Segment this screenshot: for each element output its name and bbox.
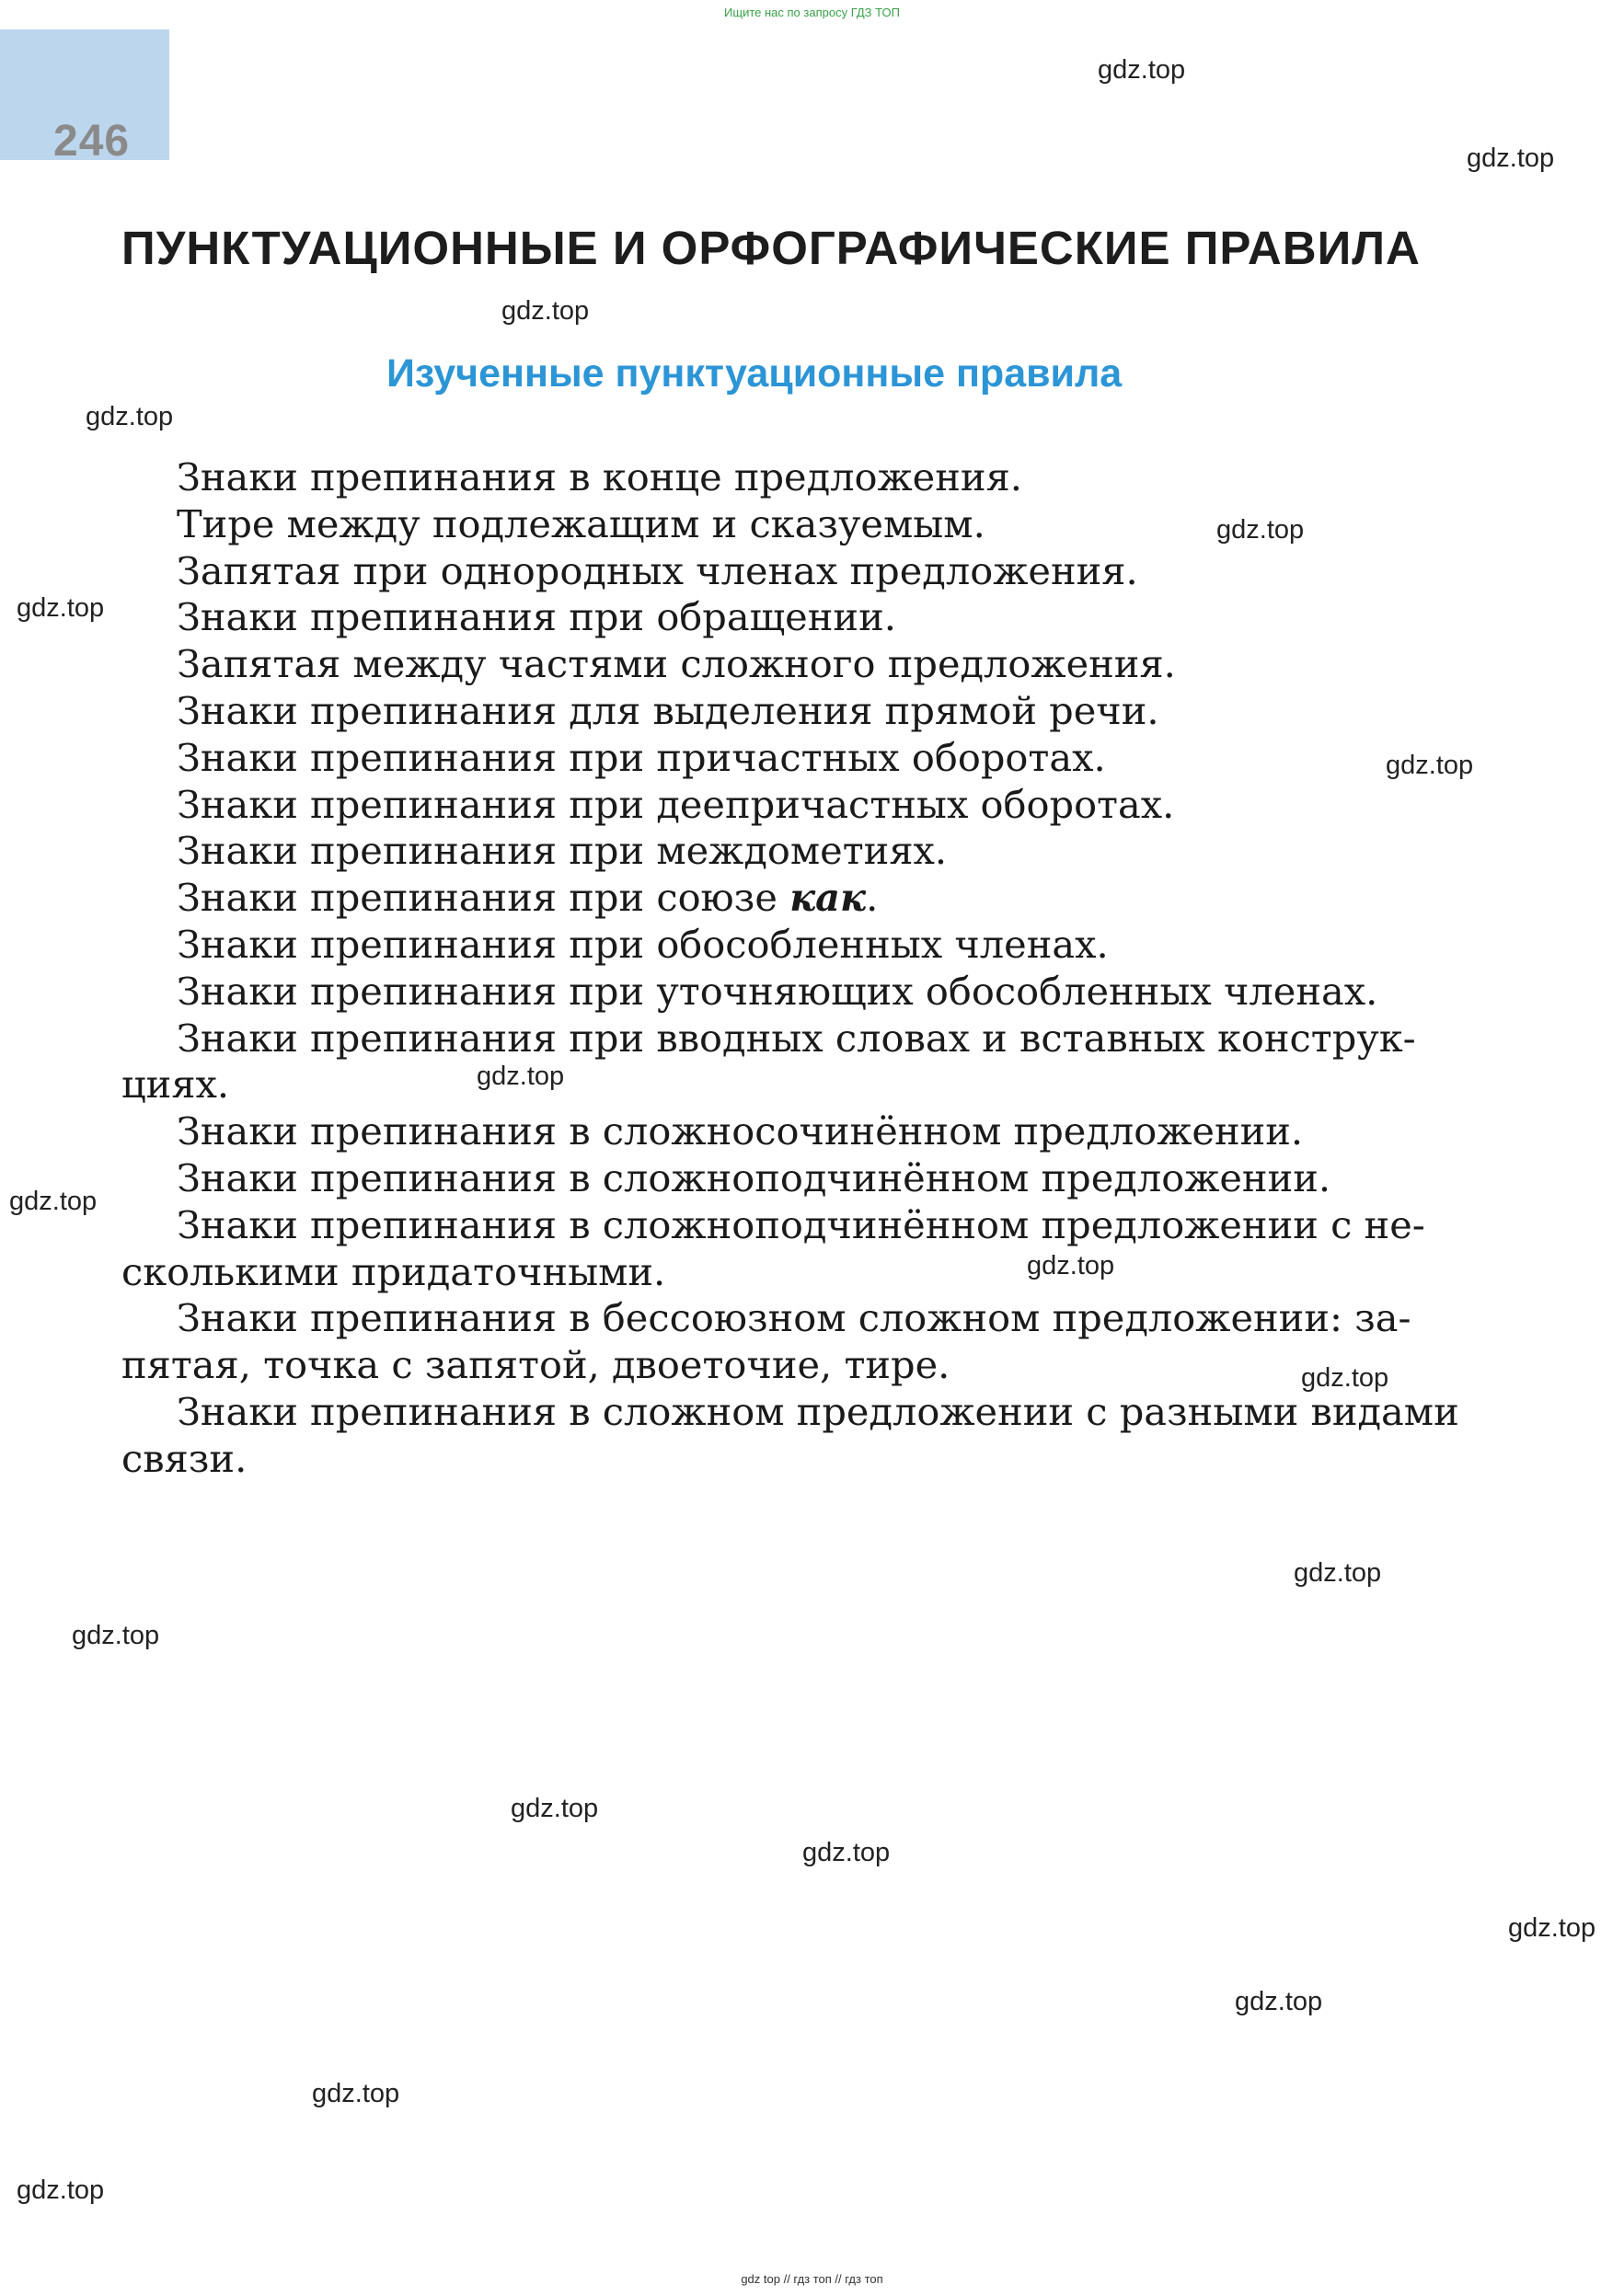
rule-item: Знаки препинания при деепричастных оборотах. <box>177 781 1175 827</box>
watermark: gdz.top <box>1301 1363 1389 1393</box>
watermark: gdz.top <box>1386 751 1474 780</box>
watermark: gdz.top <box>1467 144 1555 173</box>
watermark: gdz.top <box>17 593 105 623</box>
watermark: gdz.top <box>1294 1558 1382 1588</box>
watermark: gdz.top <box>86 402 174 431</box>
watermark: gdz.top <box>1235 1987 1323 2016</box>
rule-item: Знаки препинания в бессоюзном сложном предложении: за- пятая, точка с запятой, двоеточие, тире. <box>121 1295 1411 1388</box>
rule-item: Запятая при однородных членах предложения. <box>177 547 1138 593</box>
page-number: 246 <box>53 117 131 166</box>
watermark: gdz.top <box>501 296 590 326</box>
page-title: ПУНКТУАЦИОННЫЕ И ОРФОГРАФИЧЕСКИЕ ПРАВИЛА <box>121 222 1421 274</box>
rule-item: Знаки препинания при уточняющих обособленных членах. <box>177 968 1378 1014</box>
rule-item: Знаки препинания при обособленных членах. <box>177 921 1109 967</box>
rule-item: Знаки препинания при вводных словах и вставных конструк- циях. <box>121 1015 1416 1108</box>
rule-item: Знаки препинания при обращении. <box>177 594 896 640</box>
rule-item: Знаки препинания в сложноподчинённом предложении с не- сколькими придаточными. <box>121 1201 1425 1294</box>
watermark: gdz.top <box>802 1838 891 1867</box>
rules-list <box>121 454 1584 1483</box>
rule-item: Знаки препинания в сложноподчинённом предложении. <box>177 1154 1331 1200</box>
watermark: gdz.top <box>1098 55 1186 85</box>
rule-item: Знаки препинания для выделения прямой речи. <box>177 687 1159 733</box>
rule-item: Тире между подлежащим и сказуемым. <box>177 500 985 546</box>
rule-item: Знаки препинания в конце предложения. <box>177 454 1022 499</box>
watermark: gdz.top <box>1216 515 1305 545</box>
bottom-note: gdz top // гдз топ // гдз топ <box>741 2272 883 2286</box>
watermark: gdz.top <box>9 1187 98 1216</box>
watermark: gdz.top <box>72 1621 160 1650</box>
rule-item: Знаки препинания в сложносочинённом предложении. <box>177 1108 1304 1154</box>
watermark: gdz.top <box>312 2079 400 2108</box>
watermark: gdz.top <box>1508 1913 1596 1943</box>
keyword-kak: как <box>789 875 867 921</box>
watermark: gdz.top <box>477 1062 565 1091</box>
section-subtitle: Изученные пунктуационные правила <box>386 351 1123 396</box>
rule-item: Запятая между частями сложного предложения. <box>177 641 1176 687</box>
rule-item: Знаки препинания при причастных оборотах. <box>177 734 1106 780</box>
watermark: gdz.top <box>17 2175 105 2205</box>
watermark: gdz.top <box>1027 1251 1115 1280</box>
top-note: Ищите нас по запросу ГДЗ ТОП <box>724 6 900 19</box>
watermark: gdz.top <box>511 1794 599 1823</box>
rule-item: Знаки препинания при союзе как. <box>177 875 879 921</box>
rule-item: Знаки препинания в сложном предложении с разными видами связи. <box>121 1388 1459 1481</box>
rule-item: Знаки препинания при междометиях. <box>177 828 948 874</box>
